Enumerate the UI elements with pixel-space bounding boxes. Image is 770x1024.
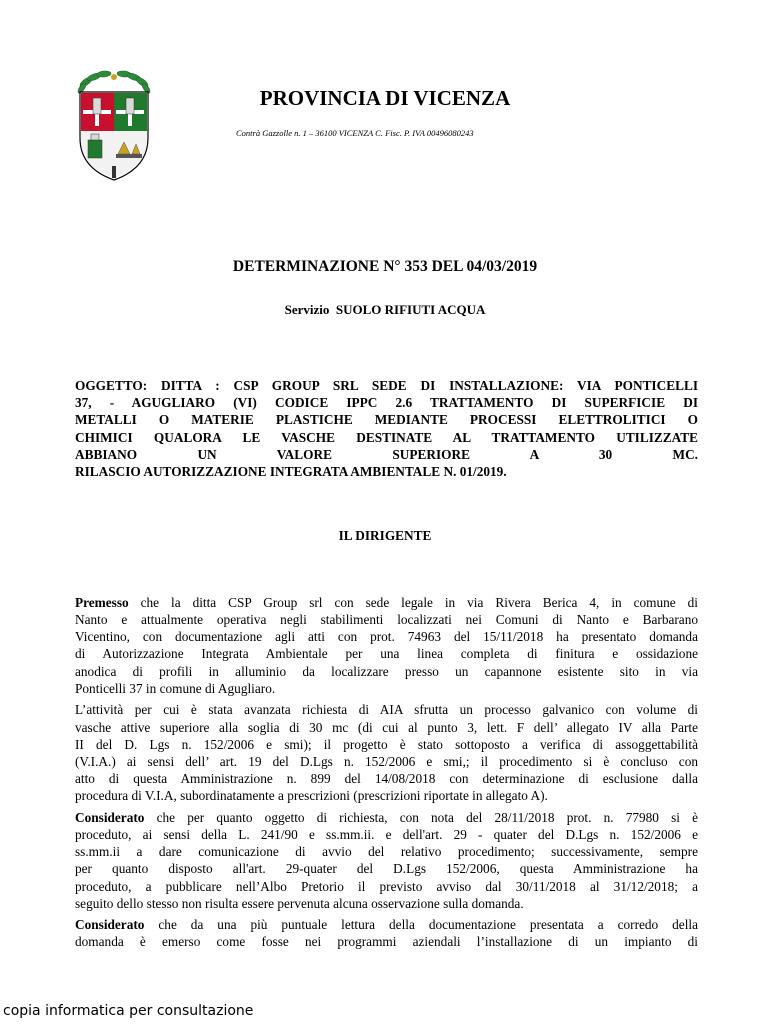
text-line: seguito dello stesso non risulta essere pervenuta alcuna osservazione sulla domanda. xyxy=(75,895,524,911)
text-line: (V.I.A.) ai sensi dell’ art. 19 del D.Lgs n. 152/2006 e smi,; il procedimento si è concluso con xyxy=(75,753,698,769)
subject-line: OGGETTO: DITTA : CSP GROUP SRL SEDE DI INSTALLAZIONE: VIA PONTICELLI xyxy=(75,378,698,393)
text-line: ss.mm.ii a dare comunicazione di avvio del relativo procedimento; successivamente, sempre xyxy=(75,844,698,860)
text-line: di Autorizzazione Integrata Ambientale per una linea completa di finitura e ossidazione xyxy=(75,646,698,662)
service-value: SUOLO RIFIUTI ACQUA xyxy=(335,302,486,317)
text-line: domanda è emerso come fosse nei programmi aziendali l’installazione di un impianto di xyxy=(75,934,698,950)
text-line: proceduto, ai sensi della L. 241/90 e ss.mm.ii. e dell'art. 29 - quater del D.Lgs n. 152/2006 e xyxy=(75,827,698,843)
subject-line: RILASCIO AUTORIZZAZIONE INTEGRATA AMBIENTALE N. 01/2019. xyxy=(75,464,507,480)
page-title: PROVINCIA DI VICENZA xyxy=(259,86,511,110)
subject-block xyxy=(75,377,698,480)
text-line: Nanto e attualmente operativa negli stabilimenti localizzati nei Comuni di Nanto e Barbarano xyxy=(75,612,698,628)
paragraph-aia xyxy=(75,701,698,804)
address-line: Contrà Gazzolle n. 1 – 36100 VICENZA C. Fisc. P. IVA 00496080243 xyxy=(236,128,474,138)
subject-line: ABBIANO UN VALORE SUPERIORE A 30 MC. xyxy=(75,446,698,462)
text-line: per quanto disposto all'art. 29-quater del D.Lgs 152/2006, questa Amministrazione ha xyxy=(75,861,698,877)
text-line: L’attività per cui è stata avanzata richiesta di AIA sfrutta un processo galvanico con volume di xyxy=(75,702,698,718)
section-heading: IL DIRIGENTE xyxy=(338,528,432,543)
subject-line: METALLI O MATERIE PLASTICHE MEDIANTE PROCESSI ELETTROLITICI O xyxy=(75,412,698,428)
text-line: Vicentino, con documentazione agli atti con prot. 74963 del 15/11/2018 ha presentato domanda xyxy=(75,629,698,645)
text-line: Ponticelli 37 in comune di Agugliaro. xyxy=(75,680,276,696)
keyword: Considerato xyxy=(75,809,145,825)
text-line: vasche attive superiore alla soglia di 30 mc (di cui al punto 3, lett. F dell’ allegato IV alla Parte xyxy=(75,719,698,735)
text-line: proceduto, a pubblicare nell’Albo Pretorio il previsto avviso dal 30/11/2018 al 31/12/2018; a xyxy=(75,878,698,894)
paragraph-considerato-1 xyxy=(75,809,698,912)
text-line: anodica di profili in alluminio da localizzare presso un capannone esistente sito in via xyxy=(75,663,698,679)
text-line: atto di questa Amministrazione n. 899 del 14/08/2018 con determinazione di esclusione dalla xyxy=(75,771,698,787)
paragraph-considerato-2 xyxy=(75,916,698,950)
keyword: Considerato xyxy=(75,917,145,933)
text-line: che la ditta CSP Group srl con sede legale in via Rivera Berica 4, in comune di xyxy=(140,595,698,610)
footer-watermark: copia informatica per consultazione xyxy=(3,1003,254,1019)
paragraph-premesso xyxy=(75,594,698,697)
subject-line: 37, - AGUGLIARO (VI) CODICE IPPC 2.6 TRATTAMENTO DI SUPERFICIE DI xyxy=(75,395,698,411)
document-body xyxy=(75,594,698,955)
keyword: Premesso xyxy=(75,595,129,610)
text-line: che per quanto oggetto di richiesta, con nota del 28/11/2018 prot. n. 77980 si è xyxy=(156,809,698,825)
service-label: Servizio xyxy=(284,302,330,317)
text-line: che da una più puntuale lettura della documentazione presentata a corredo della xyxy=(158,917,698,933)
text-line: procedura di V.I.A, subordinatamente a prescrizioni (prescrizioni riportate in allegato A). xyxy=(75,788,548,804)
text-line: II del D. Lgs n. 152/2006 e smi); il progetto è stato sottoposto a verifica di assoggettabilità xyxy=(75,736,698,752)
subject-line: CHIMICI QUALORA LE VASCHE DESTINATE AL TRATTAMENTO UTILIZZATE xyxy=(75,429,698,445)
service-line xyxy=(0,302,770,318)
determination-title: DETERMINAZIONE N° 353 DEL 04/03/2019 xyxy=(232,258,538,275)
